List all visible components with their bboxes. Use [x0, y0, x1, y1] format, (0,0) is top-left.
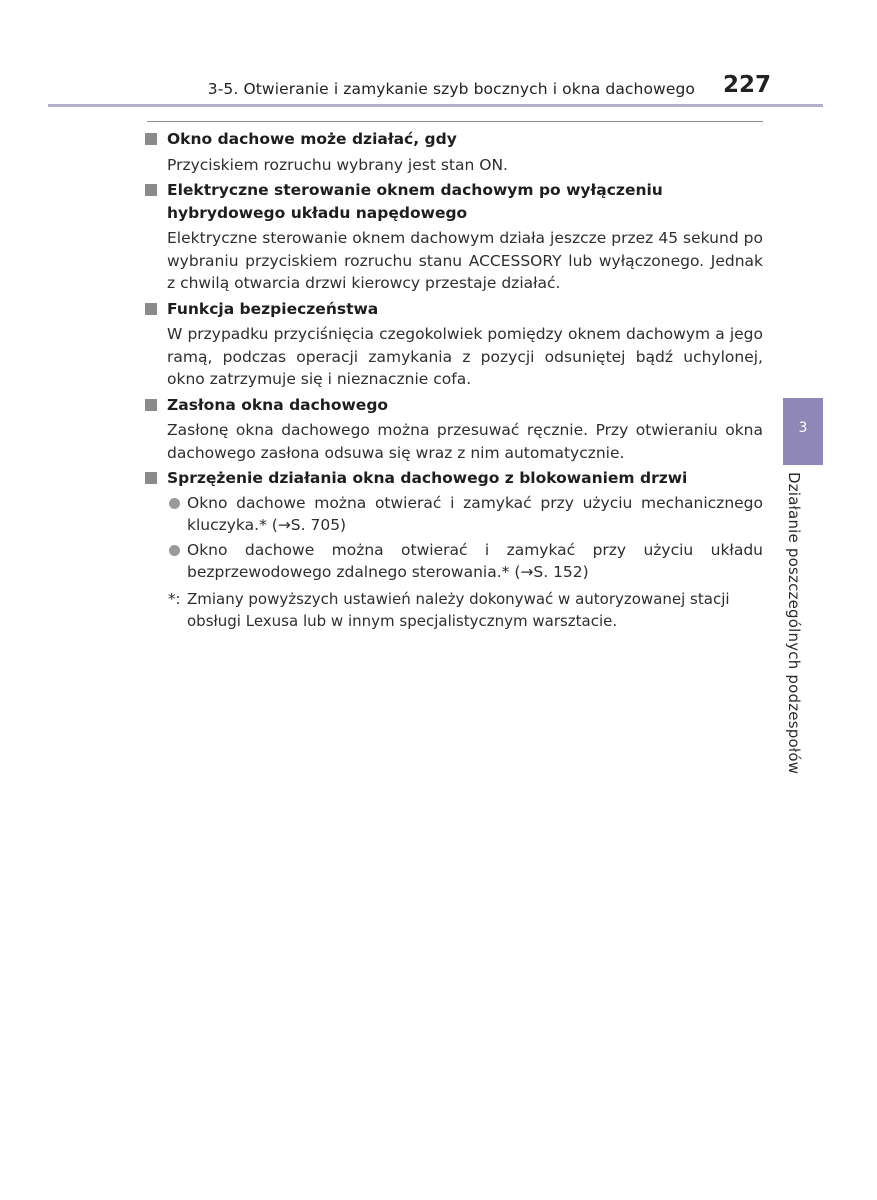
page-content: [145, 127, 763, 633]
square-bullet-icon: [145, 303, 157, 315]
square-bullet-icon: [145, 184, 157, 196]
section-heading-text: Zasłona okna dachowego: [167, 395, 389, 414]
page-header: [48, 70, 823, 107]
footnote-mark: *:: [168, 589, 181, 608]
list-item: [145, 539, 763, 584]
section-heading: [145, 467, 763, 490]
content-divider: [147, 121, 763, 122]
section-heading: [145, 298, 763, 321]
page-number: 227: [722, 72, 771, 98]
section-heading-text: Sprzężenie działania okna dachowego z blokowaniem drzwi: [167, 469, 688, 487]
square-bullet-icon: [145, 133, 157, 145]
round-bullet-icon: [169, 545, 180, 556]
section-heading-text: Okno dachowe może działać, gdy: [167, 130, 457, 148]
section-heading: [145, 179, 763, 224]
footnote-text: Zmiany powyższych ustawień należy dokonywać w autoryzowanej stacji obsługi Lexusa lub w innym specjalistycznym warsztacie.: [187, 589, 730, 630]
section-body: Zasłonę okna dachowego można przesuwać ręcznie. Przy otwieraniu okna dachowego zasłona odsuwa się wraz z nim automatycznie.: [167, 421, 763, 462]
header-title: 3-5. Otwieranie i zamykanie szyb bocznych i okna dachowego: [207, 80, 695, 98]
list-item-text: Okno dachowe można otwierać i zamykać przy użyciu mechanicznego kluczyka.* (→S. 705): [187, 493, 763, 534]
section-body: Elektryczne sterowanie oknem dachowym działa jeszcze przez 45 sekund po wybraniu przyciskiem rozruchu stanu ACCESSORY lub wyłączonego. Jednak z chwilą otwarcia drzwi kierowcy przestaje działać.: [167, 229, 763, 292]
list-item: [145, 492, 763, 537]
section-heading-text: Elektryczne sterowanie oknem dachowym po wyłączeniu hybrydowego układu napędowego: [167, 181, 663, 222]
footnote: [145, 588, 763, 633]
square-bullet-icon: [145, 472, 157, 484]
round-bullet-icon: [169, 498, 180, 509]
list-item-text: Okno dachowe można otwierać i zamykać przy użyciu układu bezprzewodowego zdalnego sterowania.* (→S. 152): [187, 540, 763, 581]
chapter-number: 3: [798, 420, 808, 436]
section-heading-text: Funkcja bezpieczeństwa: [167, 299, 379, 318]
section-body: Przyciskiem rozruchu wybrany jest stan ON.: [167, 155, 508, 174]
chapter-tab: [783, 398, 823, 465]
section-body: W przypadku przyciśnięcia czegokolwiek pomiędzy oknem dachowym a jego ramą, podczas operacji zamykania z pozycji odsuniętej bądź uchylonej, okno zatrzymuje się i nieznacznie cofa.: [167, 325, 763, 388]
section-heading: [145, 128, 763, 151]
square-bullet-icon: [145, 399, 157, 411]
chapter-title: Działanie poszczególnych podzespołów: [785, 472, 803, 775]
section-heading: [145, 394, 763, 417]
